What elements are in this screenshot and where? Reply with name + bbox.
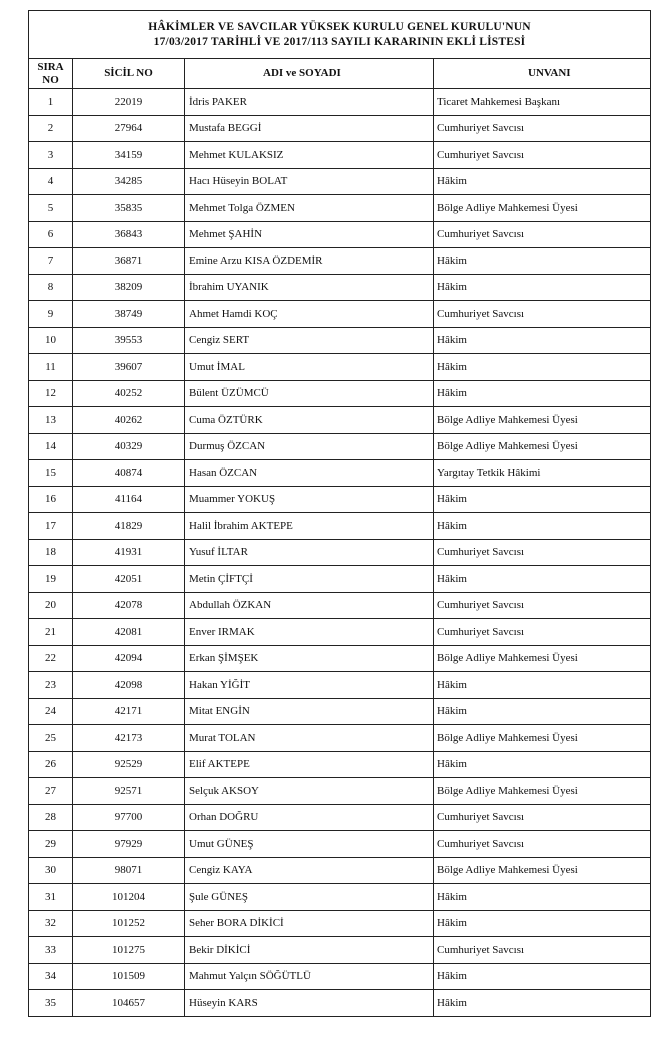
cell-adi-soyadi: Hüseyin KARS: [185, 990, 434, 1017]
cell-sicil-no: 27964: [73, 115, 185, 142]
cell-sira-no: 3: [29, 142, 73, 169]
cell-adi-soyadi: Mitat ENGİN: [185, 698, 434, 725]
table-row: [29, 407, 651, 434]
cell-sira-no: 12: [29, 380, 73, 407]
cell-unvani: Hâkim: [434, 990, 651, 1017]
cell-unvani: Bölge Adliye Mahkemesi Üyesi: [434, 857, 651, 884]
cell-sicil-no: 40874: [73, 460, 185, 487]
cell-sicil-no: 39607: [73, 354, 185, 381]
cell-sicil-no: 36843: [73, 221, 185, 248]
cell-sicil-no: 98071: [73, 857, 185, 884]
cell-sira-no: 5: [29, 195, 73, 222]
cell-unvani: Hâkim: [434, 327, 651, 354]
cell-unvani: Ticaret Mahkemesi Başkanı: [434, 89, 651, 116]
cell-sicil-no: 92529: [73, 751, 185, 778]
header-unvan: UNVANI: [434, 59, 651, 89]
table-row: [29, 778, 651, 805]
table-row: [29, 274, 651, 301]
cell-sira-no: 30: [29, 857, 73, 884]
cell-adi-soyadi: Hasan ÖZCAN: [185, 460, 434, 487]
cell-sicil-no: 41931: [73, 539, 185, 566]
cell-unvani: Cumhuriyet Savcısı: [434, 592, 651, 619]
cell-sicil-no: 35835: [73, 195, 185, 222]
cell-sira-no: 28: [29, 804, 73, 831]
cell-sira-no: 26: [29, 751, 73, 778]
cell-sira-no: 20: [29, 592, 73, 619]
table-row: [29, 672, 651, 699]
cell-unvani: Hâkim: [434, 566, 651, 593]
cell-sira-no: 10: [29, 327, 73, 354]
cell-unvani: Hâkim: [434, 672, 651, 699]
cell-unvani: Yargıtay Tetkik Hâkimi: [434, 460, 651, 487]
cell-adi-soyadi: Mahmut Yalçın SÖĞÜTLÜ: [185, 963, 434, 990]
cell-unvani: Bölge Adliye Mahkemesi Üyesi: [434, 778, 651, 805]
cell-sira-no: 17: [29, 513, 73, 540]
cell-unvani: Hâkim: [434, 354, 651, 381]
cell-unvani: Cumhuriyet Savcısı: [434, 804, 651, 831]
table-row: [29, 831, 651, 858]
cell-unvani: Bölge Adliye Mahkemesi Üyesi: [434, 433, 651, 460]
cell-sicil-no: 41164: [73, 486, 185, 513]
table-body: [29, 89, 651, 1017]
table-row: [29, 115, 651, 142]
cell-adi-soyadi: Hacı Hüseyin BOLAT: [185, 168, 434, 195]
cell-sicil-no: 101509: [73, 963, 185, 990]
cell-unvani: Cumhuriyet Savcısı: [434, 619, 651, 646]
cell-unvani: Cumhuriyet Savcısı: [434, 301, 651, 328]
cell-sira-no: 9: [29, 301, 73, 328]
cell-sicil-no: 41829: [73, 513, 185, 540]
cell-adi-soyadi: Bülent ÜZÜMCÜ: [185, 380, 434, 407]
cell-unvani: Cumhuriyet Savcısı: [434, 142, 651, 169]
cell-sira-no: 13: [29, 407, 73, 434]
cell-adi-soyadi: İbrahim UYANIK: [185, 274, 434, 301]
table-row: [29, 380, 651, 407]
cell-sira-no: 19: [29, 566, 73, 593]
cell-sicil-no: 101275: [73, 937, 185, 964]
cell-adi-soyadi: Ahmet Hamdi KOÇ: [185, 301, 434, 328]
cell-sicil-no: 38749: [73, 301, 185, 328]
document-sheet: [28, 10, 650, 1017]
table-row: [29, 645, 651, 672]
cell-adi-soyadi: Murat TOLAN: [185, 725, 434, 752]
header-sira: [29, 59, 73, 89]
table-row: [29, 539, 651, 566]
cell-sicil-no: 101252: [73, 910, 185, 937]
document-title: [29, 11, 651, 59]
cell-adi-soyadi: Emine Arzu KISA ÖZDEMİR: [185, 248, 434, 275]
table-row: [29, 89, 651, 116]
table-row: [29, 751, 651, 778]
cell-sira-no: 32: [29, 910, 73, 937]
table-row: [29, 513, 651, 540]
table-row: [29, 619, 651, 646]
cell-sira-no: 4: [29, 168, 73, 195]
cell-unvani: Hâkim: [434, 380, 651, 407]
cell-sira-no: 15: [29, 460, 73, 487]
cell-unvani: Hâkim: [434, 513, 651, 540]
table-row: [29, 963, 651, 990]
cell-adi-soyadi: Umut GÜNEŞ: [185, 831, 434, 858]
header-sira-line-1: SIRA: [37, 60, 64, 73]
cell-unvani: Bölge Adliye Mahkemesi Üyesi: [434, 407, 651, 434]
header-sira-line-2: NO: [42, 73, 59, 86]
cell-unvani: Hâkim: [434, 248, 651, 275]
cell-sira-no: 14: [29, 433, 73, 460]
cell-sicil-no: 40329: [73, 433, 185, 460]
cell-sicil-no: 40262: [73, 407, 185, 434]
table-row: [29, 910, 651, 937]
personnel-table: [28, 10, 651, 1017]
cell-adi-soyadi: Cuma ÖZTÜRK: [185, 407, 434, 434]
table-row: [29, 301, 651, 328]
cell-sicil-no: 42173: [73, 725, 185, 752]
cell-unvani: Hâkim: [434, 751, 651, 778]
cell-unvani: Hâkim: [434, 963, 651, 990]
cell-sicil-no: 97700: [73, 804, 185, 831]
cell-unvani: Bölge Adliye Mahkemesi Üyesi: [434, 645, 651, 672]
cell-sicil-no: 34159: [73, 142, 185, 169]
cell-adi-soyadi: Şule GÜNEŞ: [185, 884, 434, 911]
cell-adi-soyadi: Cengiz SERT: [185, 327, 434, 354]
cell-unvani: Hâkim: [434, 884, 651, 911]
cell-adi-soyadi: Mustafa BEGGİ: [185, 115, 434, 142]
cell-adi-soyadi: Erkan ŞİMŞEK: [185, 645, 434, 672]
cell-sicil-no: 36871: [73, 248, 185, 275]
cell-sicil-no: 42098: [73, 672, 185, 699]
table-row: [29, 725, 651, 752]
cell-adi-soyadi: Umut İMAL: [185, 354, 434, 381]
table-row: [29, 566, 651, 593]
cell-adi-soyadi: Metin ÇİFTÇİ: [185, 566, 434, 593]
cell-sira-no: 11: [29, 354, 73, 381]
table-row: [29, 460, 651, 487]
cell-unvani: Hâkim: [434, 698, 651, 725]
cell-sicil-no: 39553: [73, 327, 185, 354]
table-row: [29, 248, 651, 275]
table-row: [29, 990, 651, 1017]
cell-sira-no: 27: [29, 778, 73, 805]
table-row: [29, 486, 651, 513]
cell-sira-no: 21: [29, 619, 73, 646]
table-row: [29, 884, 651, 911]
table-row: [29, 221, 651, 248]
cell-adi-soyadi: Yusuf İLTAR: [185, 539, 434, 566]
cell-adi-soyadi: Muammer YOKUŞ: [185, 486, 434, 513]
cell-sira-no: 23: [29, 672, 73, 699]
cell-unvani: Cumhuriyet Savcısı: [434, 831, 651, 858]
cell-sicil-no: 42171: [73, 698, 185, 725]
cell-adi-soyadi: Mehmet KULAKSIZ: [185, 142, 434, 169]
cell-unvani: Hâkim: [434, 274, 651, 301]
cell-sira-no: 1: [29, 89, 73, 116]
cell-sira-no: 24: [29, 698, 73, 725]
cell-sira-no: 31: [29, 884, 73, 911]
table-row: [29, 168, 651, 195]
cell-sicil-no: 42051: [73, 566, 185, 593]
cell-adi-soyadi: Selçuk AKSOY: [185, 778, 434, 805]
title-line-2: 17/03/2017 TARİHLİ VE 2017/113 SAYILI KARARININ EKLİ LİSTESİ: [153, 35, 526, 48]
cell-sicil-no: 42081: [73, 619, 185, 646]
cell-adi-soyadi: Durmuş ÖZCAN: [185, 433, 434, 460]
cell-unvani: Cumhuriyet Savcısı: [434, 115, 651, 142]
cell-sira-no: 7: [29, 248, 73, 275]
table-row: [29, 354, 651, 381]
cell-sicil-no: 101204: [73, 884, 185, 911]
cell-sicil-no: 42078: [73, 592, 185, 619]
cell-adi-soyadi: Halil İbrahim AKTEPE: [185, 513, 434, 540]
cell-adi-soyadi: İdris PAKER: [185, 89, 434, 116]
cell-adi-soyadi: Cengiz KAYA: [185, 857, 434, 884]
title-line-1: HÂKİMLER VE SAVCILAR YÜKSEK KURULU GENEL KURULU'NUN: [148, 20, 531, 33]
cell-unvani: Cumhuriyet Savcısı: [434, 539, 651, 566]
cell-sira-no: 16: [29, 486, 73, 513]
table-row: [29, 433, 651, 460]
cell-sicil-no: 38209: [73, 274, 185, 301]
cell-sira-no: 35: [29, 990, 73, 1017]
table-row: [29, 592, 651, 619]
cell-sicil-no: 92571: [73, 778, 185, 805]
table-row: [29, 698, 651, 725]
table-row: [29, 142, 651, 169]
cell-sicil-no: 40252: [73, 380, 185, 407]
cell-sicil-no: 97929: [73, 831, 185, 858]
cell-unvani: Bölge Adliye Mahkemesi Üyesi: [434, 195, 651, 222]
cell-adi-soyadi: Seher BORA DİKİCİ: [185, 910, 434, 937]
cell-sicil-no: 42094: [73, 645, 185, 672]
cell-unvani: Cumhuriyet Savcısı: [434, 221, 651, 248]
cell-adi-soyadi: Mehmet Tolga ÖZMEN: [185, 195, 434, 222]
cell-sira-no: 18: [29, 539, 73, 566]
cell-sicil-no: 34285: [73, 168, 185, 195]
table-row: [29, 857, 651, 884]
cell-sicil-no: 22019: [73, 89, 185, 116]
table-row: [29, 195, 651, 222]
cell-sira-no: 25: [29, 725, 73, 752]
cell-sira-no: 29: [29, 831, 73, 858]
cell-unvani: Bölge Adliye Mahkemesi Üyesi: [434, 725, 651, 752]
cell-sira-no: 33: [29, 937, 73, 964]
cell-sira-no: 8: [29, 274, 73, 301]
cell-adi-soyadi: Bekir DİKİCİ: [185, 937, 434, 964]
cell-adi-soyadi: Orhan DOĞRU: [185, 804, 434, 831]
table-row: [29, 327, 651, 354]
table-row: [29, 937, 651, 964]
cell-sira-no: 34: [29, 963, 73, 990]
cell-adi-soyadi: Mehmet ŞAHİN: [185, 221, 434, 248]
cell-sicil-no: 104657: [73, 990, 185, 1017]
cell-unvani: Hâkim: [434, 486, 651, 513]
cell-sira-no: 6: [29, 221, 73, 248]
cell-unvani: Hâkim: [434, 168, 651, 195]
cell-sira-no: 2: [29, 115, 73, 142]
header-sicil: SİCİL NO: [73, 59, 185, 89]
table-row: [29, 804, 651, 831]
cell-adi-soyadi: Hakan YİĞİT: [185, 672, 434, 699]
cell-unvani: Hâkim: [434, 910, 651, 937]
cell-sira-no: 22: [29, 645, 73, 672]
cell-adi-soyadi: Elif AKTEPE: [185, 751, 434, 778]
cell-adi-soyadi: Abdullah ÖZKAN: [185, 592, 434, 619]
cell-unvani: Cumhuriyet Savcısı: [434, 937, 651, 964]
header-ad-soyad: ADI ve SOYADI: [185, 59, 434, 89]
cell-adi-soyadi: Enver IRMAK: [185, 619, 434, 646]
